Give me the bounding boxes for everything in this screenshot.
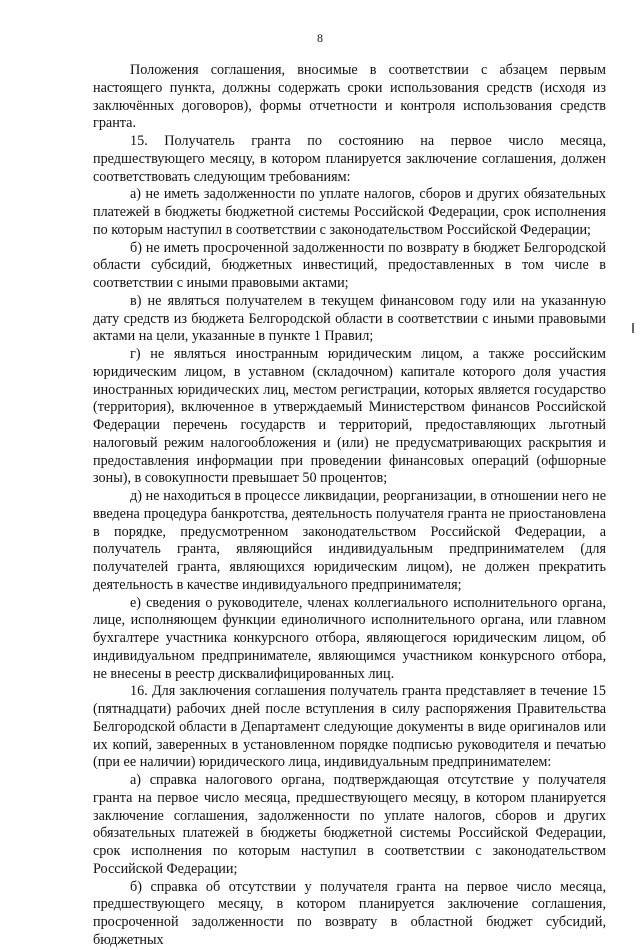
document-body — [93, 62, 606, 950]
paragraph-requirement-d: д) не находиться в процессе ликвидации, реорганизации, в отношении него не введена процедура банкротства, деятельность получателя гранта не приостановлена в порядке, предусмотренном законодательством Российской Федерации, а получатель гранта, являющийся индивидуальным предпринимателем (для получателей гранта, являющихся юридическим лицом), не должен прекратить деятельность в качестве индивидуального предпринимателя; — [93, 488, 606, 593]
paragraph-document-b: б) справка об отсутствии у получателя гранта на первое число месяца, предшествующего месяцу, в котором планируется заключение соглашения, просроченной задолженности по возврату в областной бюджет субсидий, бюджетных — [93, 878, 606, 948]
paragraph-item-16: 16. Для заключения соглашения получатель гранта представляет в течение 15 (пятнадцати) рабочих дней после вступления в силу распоряжения Правительства Белгородской области в Департамент следующие документы в виде оригиналов или их копий, заверенных в установленном порядке подписью руководителя и печатью (при ее наличии) юридического лица, индивидуальным предпринимателем: — [93, 683, 606, 771]
page-number: 8 — [317, 31, 323, 45]
paragraph-requirement-v: в) не являться получателем в текущем финансовом году или на указанную дату средств из бюджета Белгородской области в соответствии с иными правовыми актами на цели, указанные в пункте 1 Правил; — [93, 292, 606, 345]
paragraph-requirement-b: б) не иметь просроченной задолженности по возврату в бюджет Белгородской области субсидий, бюджетных инвестиций, предоставленных в том числе в соответствии с иными правовыми актами; — [93, 239, 606, 291]
paragraph-agreement-provisions: Положения соглашения, вносимые в соответствии с абзацем первым настоящего пункта, должны содержать сроки использования средств (исходя из заключённых договоров), формы отчетности и контроля использования средств гранта. — [93, 62, 606, 132]
paragraph-requirement-e: е) сведения о руководителе, членах коллегиального исполнительного органа, лице, исполняющем функции единоличного исполнительного органа, или главном бухгалтере участника конкурсного отбора, являющегося юридическим лицом, об индивидуальном предпринимателе, являющимся участником конкурсного отбора, не внесены в реестр дисквалифицированных лиц. — [93, 594, 606, 682]
paragraph-requirement-a: а) не иметь задолженности по уплате налогов, сборов и других обязательных платежей в бюджеты бюджетной системы Российской Федерации, срок исполнения по которым наступил в соответствии с законодательством Российской Федерации; — [93, 186, 606, 238]
paragraph-document-a: а) справка налогового органа, подтверждающая отсутствие у получателя гранта на первое число месяца, предшествующего месяцу, в котором планируется заключение соглашения, задолженности по уплате налогов, сборов и других обязательных платежей в бюджеты бюджетной системы Российской Федерации, срок исполнения по которым наступил в соответствии с законодательством Российской Федерации; — [93, 772, 606, 877]
scan-margin-mark — [632, 323, 634, 333]
paragraph-requirement-g: г) не являться иностранным юридическим лицом, а также российским юридическим лицом, в уставном (складочном) капитале которого доля участия иностранных юридических лиц, местом регистрации, которых является государство (территория), включенное в утверждаемый Министерством финансов Российской Федерации перечень государств и территорий, предоставляющих льготный налоговый режим налогообложения и (или) не предусматривающих раскрытия и предоставления информации при проведении финансовых операций (офшорные зоны), в совокупности превышает 50 процентов; — [93, 346, 606, 487]
paragraph-item-15: 15. Получатель гранта по состоянию на первое число месяца, предшествующего месяцу, в котором планируется заключение соглашения, должен соответствовать следующим требованиям: — [93, 133, 606, 185]
